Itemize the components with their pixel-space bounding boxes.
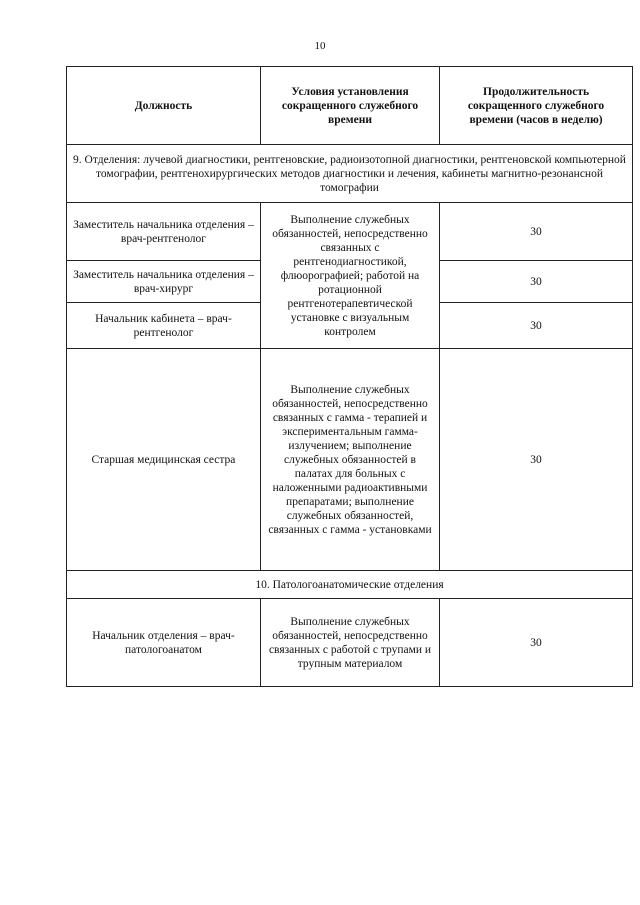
condition-cell: Выполнение служебных обязанностей, непосредственно связанных с гамма - терапией и экспериментальным гамма-излучением; выполнение служебных обязанностей в палатах для больных с наложенными радиоактивными препаратами; выполнение служебных обязанностей, связанных с гамма - установками — [260, 349, 439, 571]
header-position: Должность — [67, 67, 261, 145]
hours-cell: 30 — [440, 303, 633, 349]
section-row — [67, 571, 633, 599]
condition-cell: Выполнение служебных обязанностей, непосредственно связанных с рентгенодиагностикой, флюорографией; работой на ротационной рентгенотерапевтической установке с визуальным контролем — [260, 203, 439, 349]
section-row — [67, 145, 633, 203]
table-row — [67, 599, 633, 687]
hours-cell: 30 — [440, 599, 633, 687]
position-cell: Начальник кабинета – врач-рентгенолог — [67, 303, 261, 349]
condition-cell: Выполнение служебных обязанностей, непосредственно связанных с работой с трупами и трупным материалом — [260, 599, 439, 687]
table-row — [67, 203, 633, 261]
position-cell: Заместитель начальника отделения – врач-хирург — [67, 261, 261, 303]
table-header-row — [67, 67, 633, 145]
section-title-9: 9. Отделения: лучевой диагностики, рентгеновские, радиоизотопной диагностики, рентгеновской компьютерной томографии, рентгенохирургических методов диагностики и лечения, кабинеты магнитно-резонансной томографии — [67, 145, 633, 203]
table-row — [67, 349, 633, 571]
reduced-hours-table — [66, 66, 633, 687]
position-cell: Заместитель начальника отделения – врач-рентгенолог — [67, 203, 261, 261]
position-cell: Старшая медицинская сестра — [67, 349, 261, 571]
page-number: 10 — [314, 40, 326, 52]
header-conditions: Условия установления сокращенного служебного времени — [260, 67, 439, 145]
section-title-10: 10. Патологоанатомические отделения — [67, 571, 633, 599]
hours-cell: 30 — [440, 203, 633, 261]
position-cell: Начальник отделения – врач-патологоанатом — [67, 599, 261, 687]
header-duration: Продолжительность сокращенного служебного времени (часов в неделю) — [440, 67, 633, 145]
hours-cell: 30 — [440, 261, 633, 303]
hours-cell: 30 — [440, 349, 633, 571]
